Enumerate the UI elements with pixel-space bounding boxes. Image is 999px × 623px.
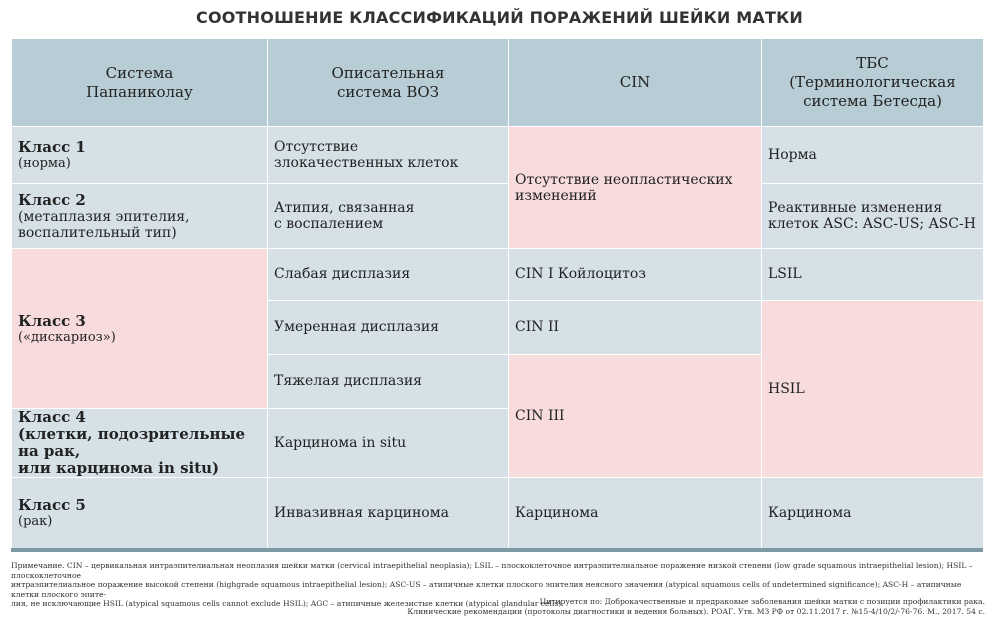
cin-carcinoma-label: Карцинома — [515, 504, 599, 521]
who-row-6 — [268, 408, 509, 477]
table-row — [12, 127, 984, 184]
header-tbs — [762, 39, 984, 127]
page-title: СООТНОШЕНИЕ КЛАССИФИКАЦИЙ ПОРАЖЕНИЙ ШЕЙКИ МАТКИ — [196, 8, 803, 27]
header-pap — [12, 39, 268, 127]
pap-class-4 — [12, 408, 268, 477]
header-who-line2: система ВОЗ — [336, 82, 440, 101]
pap-class-3 — [12, 249, 268, 408]
cin-3 — [509, 354, 762, 477]
footnote-line2: интраэпителиальное поражение высокой степени (highgrade squamous intraepithelial lesion); ASC-US – атипичные клетки плоского эпителия неясного значения (atypical squamous cells of undetermined significance); ASC-H – атипичные клетки плоского эпите- — [11, 580, 962, 599]
table-row — [12, 477, 984, 548]
pap-class-3-title: Класс 3 — [18, 311, 86, 330]
pap-class-4-desc-line2: или карцинома in situ) — [18, 458, 220, 477]
tbs-norm — [762, 127, 984, 184]
tbs-reactive-line2: клеток ASC: ASC-US; ASC-H — [768, 216, 976, 233]
pap-class-2-title: Класс 2 — [18, 190, 86, 209]
classification-table — [11, 38, 984, 549]
who-row-2-line1: Атипия, связанная — [274, 200, 415, 217]
header-row — [12, 39, 984, 127]
tbs-reactive-line1: Реактивные изменения — [768, 200, 943, 217]
who-row-7-label: Инвазивная карцинома — [274, 504, 449, 521]
header-pap-line2: Папаниколау — [86, 82, 193, 101]
pap-class-2-desc-line2: воспалительный тип) — [18, 224, 177, 241]
table-bottom-rule — [11, 548, 983, 552]
who-row-7 — [268, 477, 509, 548]
who-row-6-label: Карцинома in situ — [274, 434, 407, 451]
pap-class-1 — [12, 127, 268, 184]
citation-line1: Цитируется по: Доброкачественные и предраковые заболевания шейки матки с позиции профилактики рака. — [539, 597, 985, 606]
who-row-1-line2: злокачественных клеток — [274, 155, 459, 172]
who-row-5-label: Тяжелая дисплазия — [274, 373, 423, 390]
pap-class-5 — [12, 477, 268, 548]
citation-line2: Клинические рекомендации (протоколы диагностики и ведения больных). РОАГ. Утв. МЗ РФ от 02.11.2017 г. №15-4/10/2/-76-76. М., 2017. 54 с. — [407, 606, 985, 616]
cin-1 — [509, 249, 762, 300]
who-row-3-label: Слабая дисплазия — [274, 266, 411, 283]
header-cin — [509, 39, 762, 127]
cin-none-line1: Отсутствие неопластических — [515, 171, 733, 188]
cin-carcinoma — [509, 477, 762, 548]
tbs-lsil — [762, 249, 984, 300]
header-who — [268, 39, 509, 127]
pap-class-2 — [12, 184, 268, 249]
tbs-carcinoma-label: Карцинома — [768, 504, 852, 521]
pap-class-3-desc: («дискариоз») — [18, 329, 116, 345]
footnote-line3: лия, не исключающие HSIL (atypical squamous cells cannot exclude HSIL); AGC – атипичные железистые клетки (atypical glandular cells). — [11, 599, 564, 608]
pap-class-1-desc: (норма) — [18, 156, 71, 172]
pap-class-2-desc-line1: (метаплазия эпителия, — [18, 208, 190, 225]
header-who-line1: Описательная — [331, 63, 445, 82]
who-row-3 — [268, 249, 509, 300]
header-tbs-line3: система Бетесда) — [803, 92, 942, 111]
cin-none-line2: изменений — [515, 187, 597, 204]
pap-class-4-desc-line1: (клетки, подозрительные на рак, — [18, 424, 246, 460]
table-row — [12, 249, 984, 300]
who-row-1 — [268, 127, 509, 184]
tbs-lsil-label: LSIL — [768, 266, 802, 283]
tbs-carcinoma — [762, 477, 984, 548]
who-row-4 — [268, 300, 509, 354]
cin-2 — [509, 300, 762, 354]
tbs-hsil-label: HSIL — [768, 380, 805, 397]
citation — [407, 597, 985, 616]
cin-none — [509, 127, 762, 249]
cin-1-label: CIN I Койлоцитоз — [515, 266, 646, 283]
header-tbs-line2: (Терминологическая — [789, 73, 956, 92]
tbs-reactive — [762, 184, 984, 249]
header-pap-line1: Система — [105, 63, 174, 82]
who-row-4-label: Умеренная дисплазия — [274, 319, 439, 336]
header-cin-label: CIN — [619, 73, 651, 92]
pap-class-4-title: Класс 4 — [18, 407, 86, 426]
who-row-5 — [268, 354, 509, 408]
who-row-2 — [268, 184, 509, 249]
table-row — [12, 184, 984, 249]
tbs-hsil — [762, 300, 984, 477]
who-row-2-line2: с воспалением — [274, 216, 384, 233]
footnote-line1: Примечание. CIN – цервикальная интраэпителиальная неоплазия шейки матки (cervical intraepithelial neoplasia); LSIL – плоскоклеточное интраэпителиальное поражение низкой степени (low grade squamous intraepithelial lesion); HSIL – плоскоклеточное — [11, 561, 973, 580]
who-row-1-line1: Отсутствие — [274, 139, 359, 156]
cin-2-label: CIN II — [515, 319, 560, 336]
tbs-norm-label: Норма — [768, 147, 817, 164]
pap-class-5-title: Класс 5 — [18, 495, 86, 514]
pap-class-1-title: Класс 1 — [18, 138, 86, 157]
pap-class-5-desc: (рак) — [18, 513, 53, 529]
cin-3-label: CIN III — [515, 407, 565, 424]
header-tbs-line1: ТБС — [856, 54, 889, 73]
